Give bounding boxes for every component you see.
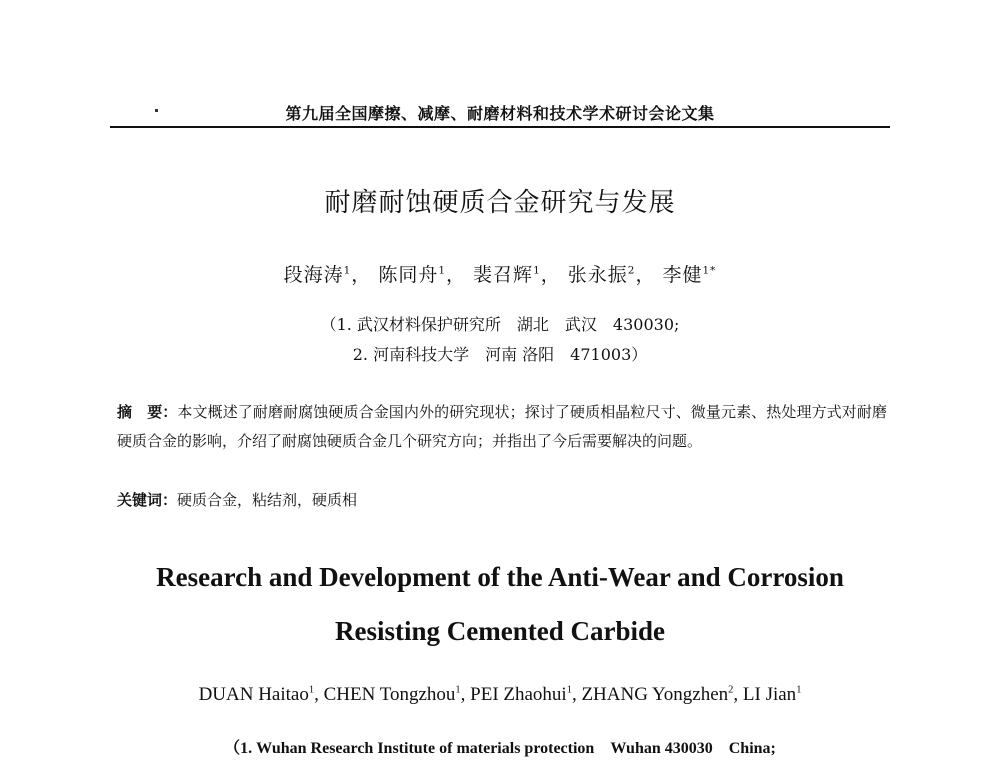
cn-author-sup: 1 — [438, 264, 446, 277]
chinese-affiliation-1: （1. 武汉材料保护研究所 湖北 武汉 430030; — [320, 315, 680, 334]
abstract-label: 摘 要： — [117, 403, 178, 421]
cn-author-name: 陈同舟 — [378, 264, 439, 286]
cn-author-name: 裴召辉 — [473, 264, 534, 286]
cn-author-sup: 1 — [533, 264, 541, 277]
en-author-sup: 2 — [728, 684, 734, 696]
english-title-line-1: Research and Development of the Anti-Wear and Corrosion — [156, 562, 844, 592]
cn-author-sup: 2 — [627, 264, 636, 277]
en-author-sup: 1 — [566, 684, 572, 696]
english-authors: DUAN Haitao$^1$, CHEN Tongzhou$^1$, PEI Zhaohui$^1$, ZHANG Yongzhen$^2$, LI Jian$^1$ — [198, 684, 802, 705]
proceedings-header: 第九届全国摩擦、减摩、耐磨材料和技术学术研讨会论文集 — [285, 104, 715, 123]
chinese-title: 耐磨耐蚀硬质合金研究与发展 — [324, 188, 676, 218]
en-author-sup: 1 — [796, 684, 802, 696]
chinese-abstract — [117, 398, 887, 456]
en-author-sup: 1 — [455, 684, 461, 696]
header-rule — [110, 126, 890, 128]
cn-author-name: 李健 — [662, 264, 703, 286]
en-author-name: PEI Zhaohui — [470, 684, 567, 705]
cn-author-sup: 1 — [343, 264, 352, 277]
en-author-name: LI Jian — [742, 684, 797, 705]
keywords-text: 硬质合金，粘结剂，硬质相 — [177, 491, 358, 509]
english-affiliation-1: （1. Wuhan Research Institute of materials protection Wuhan 430030 China; — [224, 740, 776, 757]
en-author-sup: 1 — [308, 684, 315, 696]
abstract-text: 本文概述了耐磨耐腐蚀硬质合金国内外的研究现状；探讨了硬质相晶粒尺寸、微量元素、热处理方式对耐磨硬质合金的影响，介绍了耐腐蚀硬质合金几个研究方向；并指出了今后需要解决的问题。 — [117, 403, 887, 450]
cn-author-sup: 1* — [702, 264, 717, 277]
chinese-authors: 段海涛$^1$， 陈同舟$^1$， 裴召辉$^1$， 张永振$^2$， 李健$^{1*}$ — [283, 264, 717, 286]
en-author-name: CHEN Tongzhou — [323, 684, 456, 705]
chinese-keywords — [117, 486, 887, 515]
english-title-line-2: Resisting Cemented Carbide — [335, 616, 665, 646]
cn-author-name: 段海涛 — [283, 264, 344, 286]
keywords-label: 关键词： — [117, 491, 178, 509]
en-author-name: DUAN Haitao — [198, 684, 309, 705]
en-author-name: ZHANG Yongzhen — [581, 684, 729, 705]
cn-author-name: 张永振 — [567, 264, 628, 286]
chinese-affiliation-2: 2. 河南科技大学 河南 洛阳 471003） — [352, 345, 648, 364]
